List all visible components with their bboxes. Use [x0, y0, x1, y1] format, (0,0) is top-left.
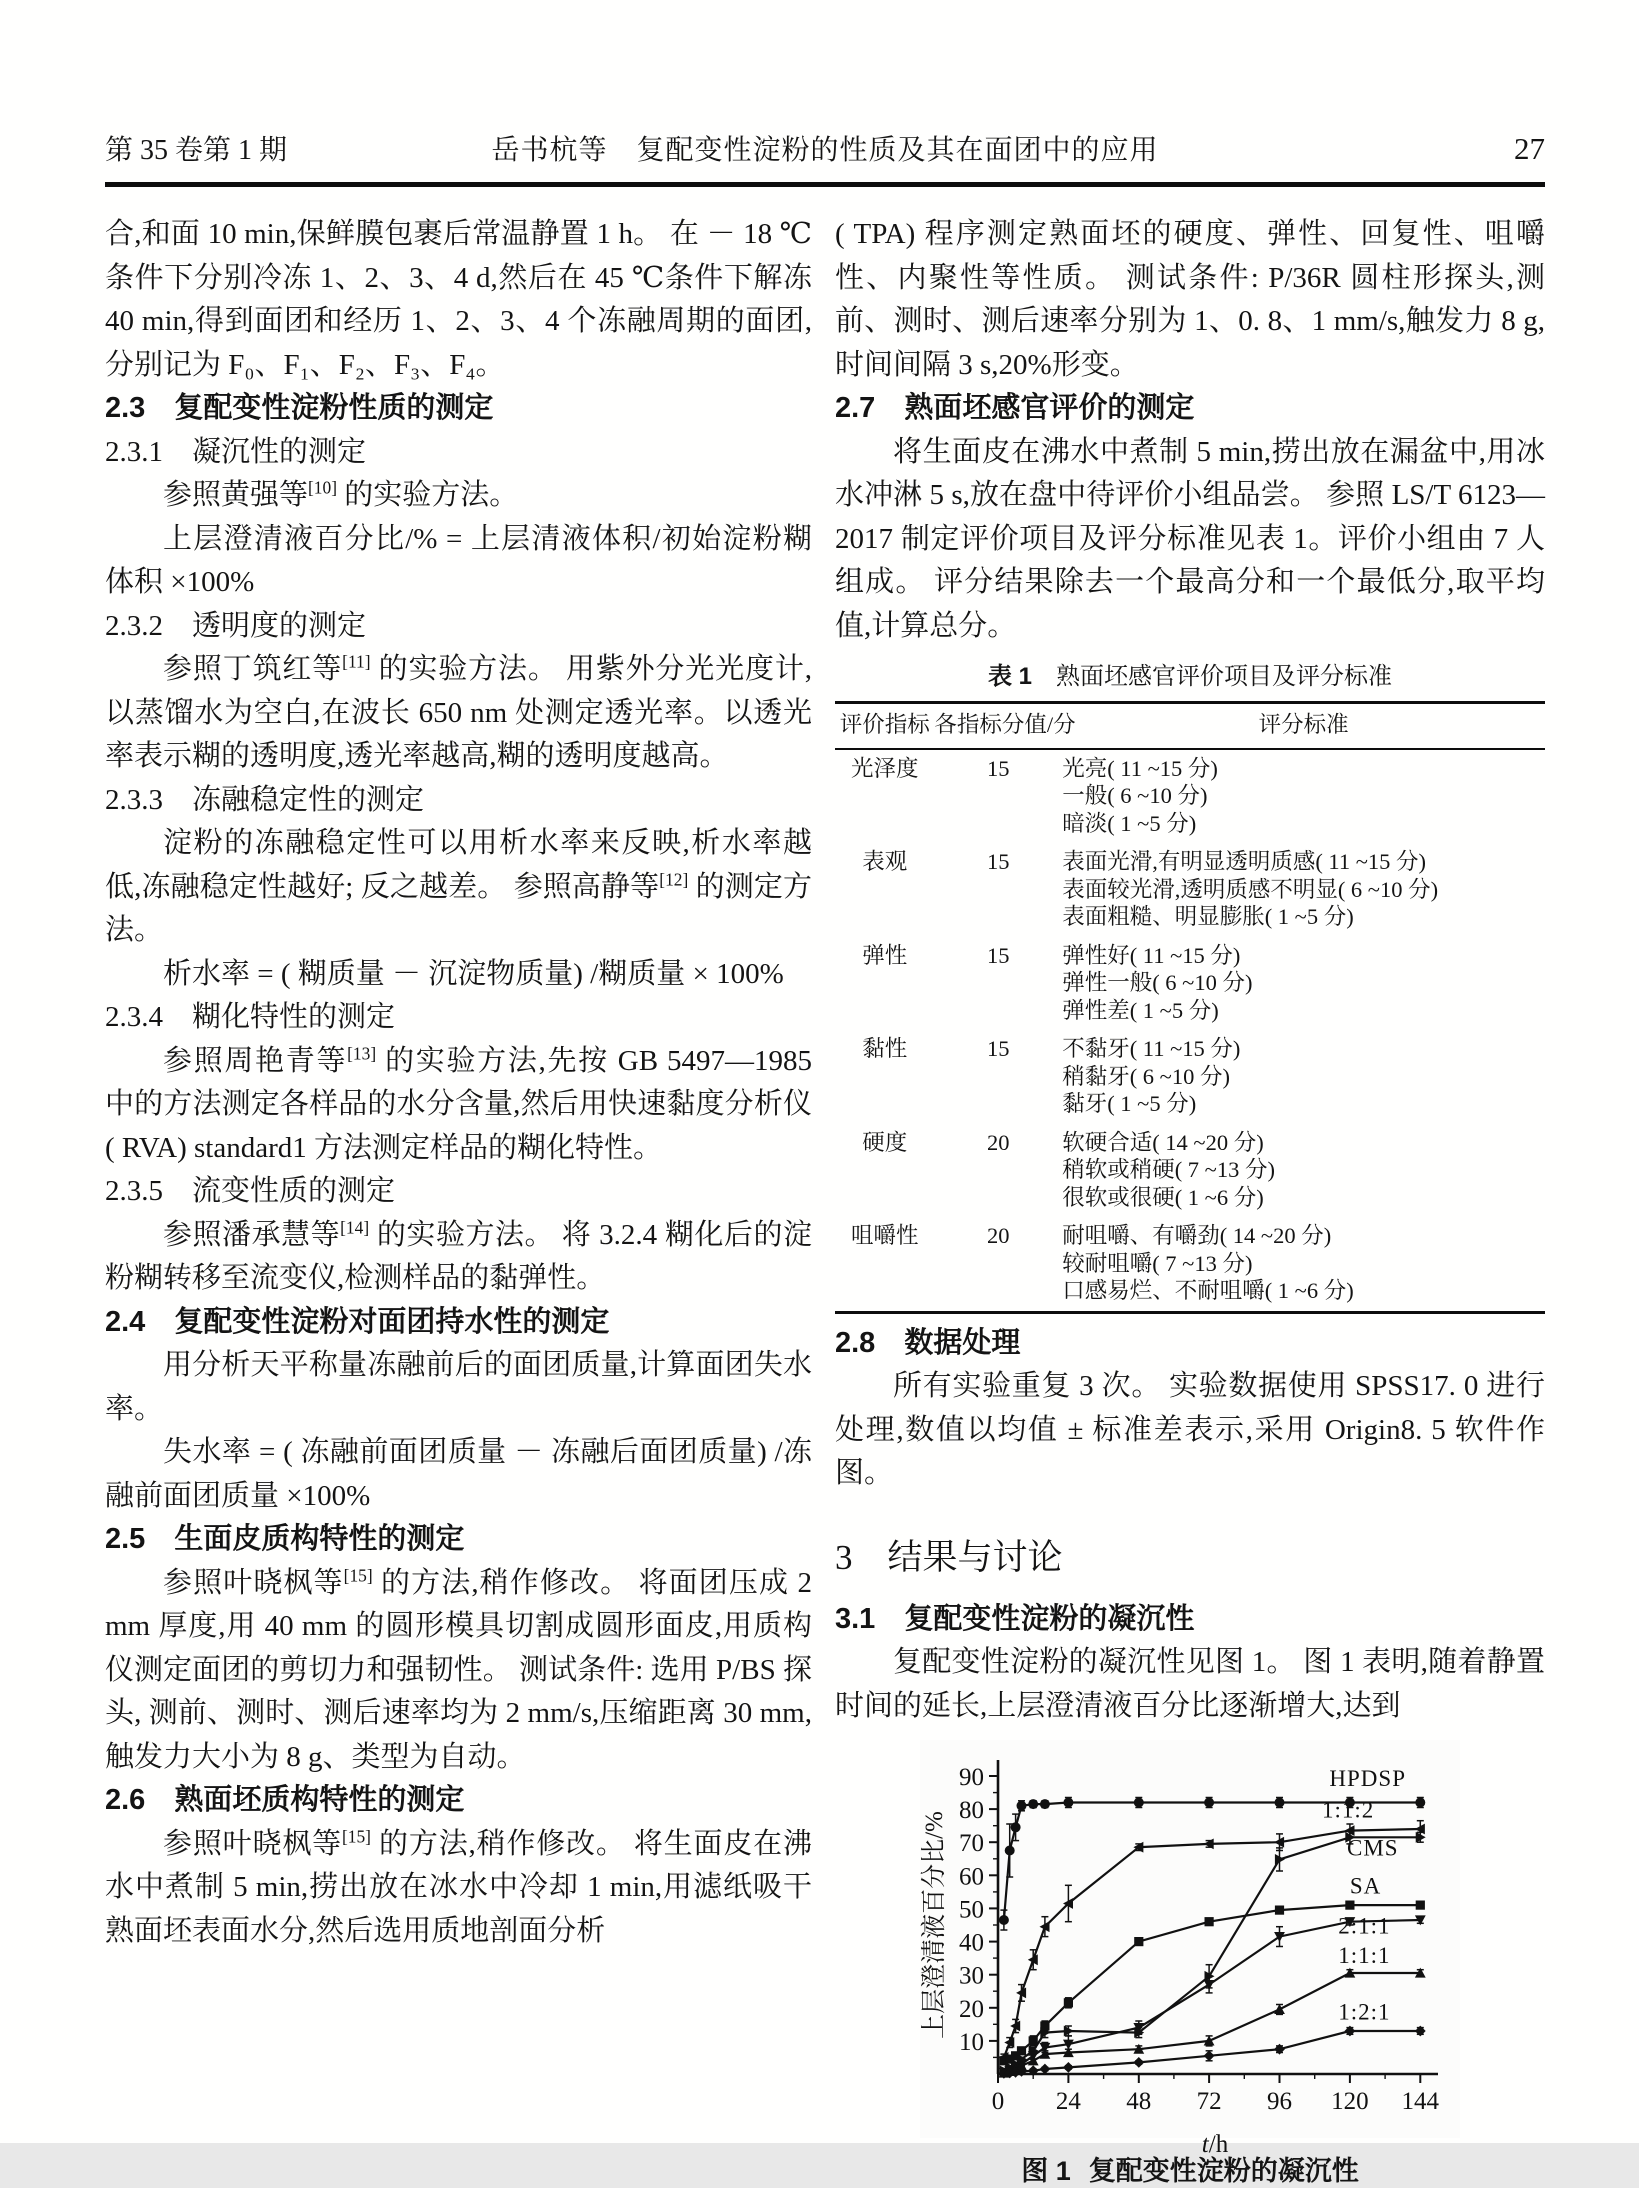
criteria-cell — [1062, 1217, 1545, 1312]
subsubsection-heading: 2.3.1 凝沉性的测定 — [105, 435, 367, 468]
score-cell: 15 — [987, 1036, 1010, 1061]
criteria-line: 很软或很硬( 1 ~6 分) — [1062, 1184, 1264, 1210]
table-col-header: 评分标准 — [1062, 703, 1545, 749]
svg-text:144: 144 — [1401, 2088, 1440, 2115]
paragraph: 用分析天平称量冻融前后的面团质量,计算面团失水率。 — [105, 1349, 812, 1425]
paragraph: 参照黄强等[10] 的实验方法。 — [163, 477, 519, 511]
table-row — [835, 749, 1545, 844]
score-cell: 20 — [987, 1223, 1010, 1248]
score-cell: 15 — [987, 942, 1010, 968]
right-column — [835, 213, 1545, 2188]
header-rule — [105, 182, 1545, 187]
subsection-heading: 2.7 熟面坯感官评价的测定 — [835, 392, 1195, 424]
two-column-body — [105, 213, 1545, 2188]
criteria-line: 表面光滑,有明显透明质感( 11 ~15 分) — [1062, 849, 1427, 874]
paragraph: 参照潘承慧等[14] 的实验方法。 将 3.2.4 糊化后的淀粉糊转移至流变仪,检测样品的黏弹性。 — [105, 1216, 812, 1294]
criteria-line: 耐咀嚼、有嚼劲( 14 ~20 分) — [1062, 1223, 1332, 1248]
figure-1 — [920, 1740, 1460, 2188]
svg-text:48: 48 — [1126, 2088, 1152, 2115]
page-header — [105, 128, 1545, 168]
paragraph: 参照丁筑红等[11] 的实验方法。 用紫外分光光度计,以蒸馏水为空白,在波长 650 nm 处测定透光率。以透光率表示糊的透明度,透光率越高,糊的透明度越高。 — [105, 651, 812, 772]
paragraph: 复配变性淀粉的凝沉性见图 1。 图 1 表明,随着静置时间的延长,上层澄清液百分比逐渐增大,达到 — [835, 1646, 1545, 1722]
svg-text:70: 70 — [959, 1830, 984, 1858]
criteria-line: 黏牙( 1 ~5 分) — [1062, 1091, 1197, 1116]
svg-text:SA: SA — [1349, 1873, 1382, 1899]
paragraph: ( TPA) 程序测定熟面坯的硬度、弹性、回复性、咀嚼性、内聚性等性质。 测试条件: P/36R 圆柱形探头,测前、测时、测后速率分别为 1、0. 8、1 mm/s,触发力 8 g,时间间隔 3 s,20%形变。 — [835, 218, 1545, 381]
svg-text:50: 50 — [959, 1896, 984, 1924]
svg-text:60: 60 — [959, 1863, 984, 1891]
svg-text:上层澄清液百分比/%: 上层澄清液百分比/% — [921, 1811, 948, 2039]
svg-text:80: 80 — [959, 1797, 984, 1825]
criteria-line: 软硬合适( 14 ~20 分) — [1062, 1129, 1264, 1155]
reference-marker: [15] — [343, 1564, 373, 1585]
paragraph: 参照叶晓枫等[15] 的方法,稍作修改。 将生面皮在沸水中煮制 5 min,捞出放在冰水中冷却 1 min,用滤纸吸干熟面坯表面水分,然后选用质地剖面分析 — [105, 1825, 812, 1947]
indicator-cell: 光泽度 — [850, 755, 919, 781]
table-1 — [835, 662, 1545, 1314]
reference-marker: [14] — [340, 1216, 370, 1237]
sensory-evaluation-table — [835, 701, 1545, 1314]
svg-text:120: 120 — [1331, 2088, 1369, 2115]
svg-text:20: 20 — [959, 1995, 984, 2023]
paragraph: 淀粉的冻融稳定性可以用析水率来反映,析水率越低,冻融稳定性越好; 反之越差。 参照高静等[12] 的测定方法。 — [105, 827, 812, 946]
criteria-line: 暗淡( 1 ~5 分) — [1062, 810, 1197, 836]
criteria-cell — [1062, 1124, 1545, 1218]
indicator-cell: 表观 — [862, 849, 908, 874]
table-caption-text: 熟面坯感官评价项目及评分标准 — [1032, 664, 1392, 690]
criteria-line: 表面粗糙、明显膨胀( 1 ~5 分) — [1062, 904, 1354, 929]
criteria-line: 口感易烂、不耐咀嚼( 1 ~6 分) — [1062, 1278, 1354, 1303]
paragraph: 析水率 = ( 糊质量 － 沉淀物质量) /糊质量 × 100% — [163, 957, 784, 990]
reference-marker: [12] — [659, 868, 689, 889]
left-column — [105, 213, 812, 2188]
page-number: 27 — [1514, 131, 1545, 166]
svg-text:0: 0 — [991, 2088, 1005, 2115]
section-heading: 3 结果与讨论 — [835, 1537, 1063, 1577]
table-caption — [835, 662, 1545, 692]
paragraph: 参照叶晓枫等[15] 的方法,稍作修改。 将面团压成 2 mm 厚度,用 40 mm 的圆形模具切割成圆形面皮,用质构仪测定面团的剪切力和强韧性。 测试条件: 选用 P/BS 探头, 测前、测时、测后速率均为 2 mm/s,压缩距离 30 mm,触发力大小为 8 g、类型为自动。 — [105, 1564, 812, 1773]
table-row — [835, 703, 1545, 749]
journal-issue: 第 35 卷第 1 期 — [105, 135, 288, 166]
table-row — [835, 937, 1545, 1031]
running-title: 岳书杭等 复配变性淀粉的性质及其在面团中的应用 — [491, 135, 1159, 166]
paragraph: 参照周艳青等[13] 的实验方法,先按 GB 5497—1985 中的方法测定各样品的水分含量,然后用快速黏度分析仪( RVA) standard1 方法测定样品的糊化特性。 — [105, 1042, 812, 1164]
reference-marker: [11] — [342, 651, 371, 672]
figure-caption-label: 图 1 — [1021, 2156, 1071, 2186]
svg-text:CMS: CMS — [1347, 1835, 1399, 1861]
reference-marker: [10] — [308, 477, 337, 498]
svg-text:10: 10 — [959, 2028, 984, 2056]
svg-text:40: 40 — [959, 1929, 984, 1957]
subsection-heading: 2.5 生面皮质构特性的测定 — [105, 1523, 465, 1555]
svg-text:t/h: t/h — [1201, 2131, 1229, 2158]
score-cell: 15 — [987, 755, 1010, 781]
criteria-cell — [1062, 843, 1545, 937]
score-cell: 15 — [987, 849, 1010, 874]
criteria-cell — [1062, 1030, 1545, 1124]
table-col-header: 评价指标 — [835, 703, 934, 749]
criteria-cell — [1062, 749, 1545, 844]
subsection-heading: 2.8 数据处理 — [835, 1326, 1021, 1359]
reference-marker: [15] — [341, 1825, 371, 1846]
retrogradation-line-chart — [920, 1740, 1460, 2158]
reference-marker: [13] — [347, 1042, 377, 1063]
criteria-line: 稍软或稍硬( 7 ~13 分) — [1062, 1157, 1275, 1182]
figure-caption-text: 复配变性淀粉的凝沉性 — [1088, 2156, 1359, 2186]
subsubsection-heading: 2.3.5 流变性质的测定 — [105, 1175, 396, 1207]
paragraph: 所有实验重复 3 次。 实验数据使用 SPSS17. 0 进行处理,数值以均值 ± 标准差表示,采用 Origin8. 5 软件作图。 — [835, 1370, 1545, 1489]
criteria-line: 较耐咀嚼( 7 ~13 分) — [1062, 1250, 1253, 1276]
criteria-line: 一般( 6 ~10 分) — [1062, 783, 1208, 808]
svg-text:HPDSP: HPDSP — [1329, 1765, 1407, 1791]
svg-text:1:2:1: 1:2:1 — [1338, 1999, 1391, 2025]
svg-text:30: 30 — [959, 1962, 984, 1990]
score-cell: 20 — [987, 1129, 1010, 1155]
criteria-line: 光亮( 11 ~15 分) — [1062, 755, 1218, 781]
table-row — [835, 1217, 1545, 1312]
svg-text:2:1:1: 2:1:1 — [1338, 1913, 1391, 1939]
subsubsection-heading: 2.3.3 冻融稳定性的测定 — [105, 783, 425, 816]
subsection-heading: 2.3 复配变性淀粉性质的测定 — [105, 392, 494, 424]
figure-caption — [920, 2154, 1460, 2188]
chart-svg — [920, 1740, 1460, 2158]
criteria-line: 表面较光滑,透明质感不明显( 6 ~10 分) — [1062, 876, 1439, 902]
subsection-heading: 3.1 复配变性淀粉的凝沉性 — [835, 1602, 1195, 1635]
indicator-cell: 黏性 — [862, 1036, 908, 1061]
table-row — [835, 843, 1545, 937]
svg-text:90: 90 — [959, 1764, 984, 1791]
criteria-cell — [1062, 937, 1545, 1031]
table-caption-label: 表 1 — [987, 663, 1032, 690]
subsubsection-heading: 2.3.4 糊化特性的测定 — [105, 1001, 396, 1033]
subsection-heading: 2.6 熟面坯质构特性的测定 — [105, 1784, 465, 1816]
criteria-line: 稍黏牙( 6 ~10 分) — [1062, 1063, 1230, 1089]
criteria-line: 弹性好( 11 ~15 分) — [1062, 942, 1241, 968]
table-row — [835, 1030, 1545, 1124]
indicator-cell: 咀嚼性 — [850, 1223, 919, 1248]
table-header-row — [835, 703, 1545, 749]
svg-text:72: 72 — [1196, 2088, 1222, 2115]
criteria-line: 弹性差( 1 ~5 分) — [1062, 997, 1219, 1023]
paragraph: 失水率 = ( 冻融前面团质量 － 冻融后面团质量) /冻融前面团质量 ×100% — [105, 1436, 812, 1512]
criteria-line: 不黏牙( 11 ~15 分) — [1062, 1036, 1241, 1061]
paragraph: 上层澄清液百分比/% = 上层清液体积/初始淀粉糊体积 ×100% — [105, 522, 812, 598]
table-row — [835, 1124, 1545, 1218]
subsubsection-heading: 2.3.2 透明度的测定 — [105, 609, 367, 642]
svg-text:1:1:2: 1:1:2 — [1322, 1797, 1375, 1823]
criteria-line: 弹性一般( 6 ~10 分) — [1062, 970, 1253, 995]
subsection-heading: 2.4 复配变性淀粉对面团持水性的测定 — [105, 1305, 610, 1338]
paragraph: 将生面皮在沸水中煮制 5 min,捞出放在漏盆中,用冰水冲淋 5 s,放在盘中待评价小组品尝。 参照 LS/T 6123—2017 制定评价项目及评分标准见表 1。评价小组由 7 人组成。 评分结果除去一个最高分和一个最低分,取平均值,计算总分。 — [835, 435, 1545, 642]
svg-text:1:1:1: 1:1:1 — [1338, 1943, 1391, 1969]
indicator-cell: 弹性 — [862, 942, 908, 968]
table-col-header: 各指标分值/分 — [934, 703, 1062, 749]
paragraph: 合,和面 10 min,保鲜膜包裹后常温静置 1 h。 在 － 18 ℃条件下分别冷冻 1、2、3、4 d,然后在 45 ℃条件下解冻 40 min,得到面团和经历 1、2、3、4 个冻融周期的面团,分别记为 F₀、F₁、F₂、F₃、F₄。 — [105, 218, 812, 381]
svg-text:96: 96 — [1267, 2088, 1292, 2115]
indicator-cell: 硬度 — [862, 1129, 908, 1155]
svg-text:24: 24 — [1055, 2088, 1081, 2115]
